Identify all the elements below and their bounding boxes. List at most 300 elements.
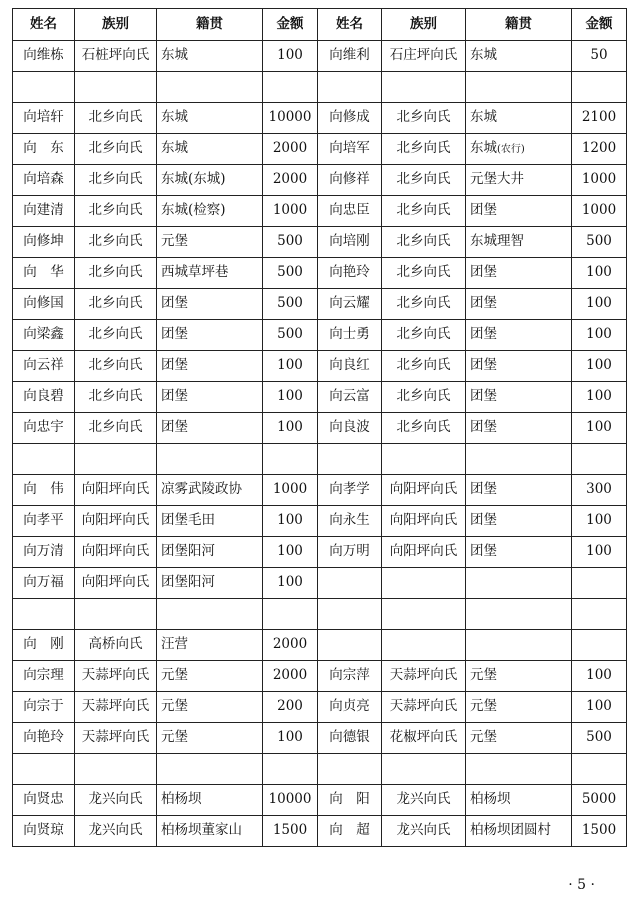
donor-name: [13, 351, 75, 382]
donor-amount: [572, 103, 627, 134]
donor-origin: [157, 723, 263, 754]
donor-name-text: 向万清: [23, 543, 64, 560]
donor-origin: [466, 506, 572, 537]
donor-clan-text: 向阳坪向氏: [389, 512, 458, 529]
donor-clan-text: 天蒜坪向氏: [81, 667, 150, 684]
donor-name-text: 向德银: [329, 729, 370, 746]
donor-amount: [263, 289, 318, 320]
donor-name-text: 向良红: [329, 357, 370, 374]
donor-name-text: 向宗于: [23, 698, 64, 715]
table-header: [13, 9, 627, 41]
donor-name: [318, 289, 382, 320]
donor-clan: [75, 196, 157, 227]
donor-amount-text: 500: [277, 264, 303, 281]
donor-name: [13, 723, 75, 754]
donor-name-text: 向 华: [23, 264, 64, 281]
donor-origin: [157, 506, 263, 537]
donor-amount-text: 100: [277, 388, 303, 405]
donor-clan-text: 花椒坪向氏: [389, 729, 458, 746]
donor-clan: [382, 785, 466, 816]
empty-cell: [75, 444, 157, 475]
donor-origin: [466, 630, 572, 661]
donor-origin-text: 西城草坪巷: [161, 264, 229, 281]
empty-cell: [13, 599, 75, 630]
donor-amount: [572, 351, 627, 382]
donor-clan-text: 北乡向氏: [396, 264, 451, 281]
donor-name: [13, 413, 75, 444]
donor-clan-text: 天蒜坪向氏: [389, 667, 458, 684]
donor-amount: [263, 475, 318, 506]
donor-origin: [157, 816, 263, 847]
empty-cell: [382, 754, 466, 785]
donor-clan-text: 北乡向氏: [396, 357, 451, 374]
donor-amount-text: 2000: [272, 667, 308, 684]
donor-name: [13, 692, 75, 723]
donor-origin-text: 团堡阳河: [161, 574, 215, 591]
donor-origin-text: 元堡: [161, 698, 188, 715]
donor-origin-text: 团堡: [470, 512, 497, 529]
donor-amount-text: 300: [586, 481, 612, 498]
empty-cell: [466, 444, 572, 475]
donor-clan: [75, 351, 157, 382]
donor-origin-text: 凉雾武陵政协: [161, 481, 242, 498]
donor-amount: [572, 506, 627, 537]
donor-amount-text: 100: [277, 512, 303, 529]
donor-origin-text: 团堡阳河: [161, 543, 215, 560]
donor-origin: [157, 41, 263, 72]
empty-cell: [263, 72, 318, 103]
donor-name: [13, 165, 75, 196]
donor-clan-text: 石桩坪向氏: [81, 47, 150, 64]
donor-clan-text: 向阳坪向氏: [81, 574, 150, 591]
donor-origin: [466, 816, 572, 847]
header-origin: 籍贯: [466, 9, 572, 41]
donor-origin: [157, 413, 263, 444]
donor-amount-text: 1200: [581, 140, 617, 157]
donor-clan: [75, 692, 157, 723]
donor-name: [318, 568, 382, 599]
donor-name-text: 向 东: [23, 140, 64, 157]
empty-cell: [263, 599, 318, 630]
empty-cell: [263, 444, 318, 475]
table-row: [13, 258, 627, 289]
table-row: [13, 785, 627, 816]
table-row: [13, 413, 627, 444]
donor-origin-text: 团堡: [470, 295, 497, 312]
donor-clan-text: 北乡向氏: [396, 109, 451, 126]
donor-name: [318, 351, 382, 382]
donor-name-text: 向贞亮: [329, 698, 370, 715]
donor-name-text: 向培轩: [23, 109, 64, 126]
donor-clan: [382, 413, 466, 444]
donor-name: [318, 692, 382, 723]
donor-clan-text: 北乡向氏: [396, 171, 451, 188]
donor-amount-text: 100: [586, 512, 612, 529]
donor-name-text: 向修祥: [329, 171, 370, 188]
donor-clan-text: 北乡向氏: [396, 295, 451, 312]
donor-clan: [382, 475, 466, 506]
donor-amount: [572, 630, 627, 661]
donor-origin-text: 团堡: [470, 202, 497, 219]
donor-origin: [157, 351, 263, 382]
donor-amount: [263, 258, 318, 289]
donor-clan: [75, 134, 157, 165]
donor-clan: [75, 103, 157, 134]
donor-origin: [466, 537, 572, 568]
donor-clan-text: 向阳坪向氏: [389, 481, 458, 498]
table-row: [13, 630, 627, 661]
empty-cell: [572, 72, 627, 103]
empty-cell: [318, 72, 382, 103]
donor-clan-text: 向阳坪向氏: [81, 481, 150, 498]
table-row: [13, 289, 627, 320]
empty-cell: [382, 599, 466, 630]
donor-name-text: 向宗萍: [329, 667, 370, 684]
donor-origin: [466, 413, 572, 444]
donor-name-text: 向孝平: [23, 512, 64, 529]
donor-amount: [263, 506, 318, 537]
donor-amount: [263, 568, 318, 599]
donor-origin: [466, 382, 572, 413]
donor-name-text: 向维栋: [23, 47, 64, 64]
donor-name: [13, 258, 75, 289]
donor-name: [318, 134, 382, 165]
table-row: [13, 41, 627, 72]
donor-clan-text: 天蒜坪向氏: [81, 729, 150, 746]
donor-clan: [75, 289, 157, 320]
donor-amount: [263, 320, 318, 351]
table-row: [13, 103, 627, 134]
donor-name-text: 向贤琼: [23, 822, 64, 839]
empty-cell: [263, 754, 318, 785]
donor-origin-text: 东城(检察): [161, 202, 226, 219]
donor-name: [318, 630, 382, 661]
donor-origin-text: 团堡: [470, 357, 497, 374]
donor-amount: [263, 165, 318, 196]
donor-amount-text: 1500: [272, 822, 308, 839]
empty-cell: [157, 72, 263, 103]
table-row: [13, 165, 627, 196]
donor-clan: [382, 661, 466, 692]
donor-name-text: 向艳玲: [329, 264, 370, 281]
donor-clan: [75, 661, 157, 692]
donor-origin: [466, 320, 572, 351]
donor-clan-text: 北乡向氏: [396, 419, 451, 436]
donor-name: [318, 196, 382, 227]
donor-clan: [382, 103, 466, 134]
donor-origin: [157, 134, 263, 165]
donor-clan-text: 天蒜坪向氏: [81, 698, 150, 715]
donor-clan: [75, 630, 157, 661]
donor-origin: [466, 227, 572, 258]
header-name: 姓名: [13, 9, 75, 41]
donor-clan: [382, 506, 466, 537]
donor-amount: [572, 382, 627, 413]
donor-amount: [263, 351, 318, 382]
empty-cell: [318, 444, 382, 475]
donor-origin: [466, 475, 572, 506]
donor-origin: [466, 103, 572, 134]
donor-name: [318, 382, 382, 413]
donor-origin-text: 元堡: [470, 667, 497, 684]
donor-amount: [572, 816, 627, 847]
table-row: [13, 320, 627, 351]
donor-amount: [572, 537, 627, 568]
donor-name-text: 向梁鑫: [23, 326, 64, 343]
donor-amount-text: 5000: [581, 791, 617, 808]
donor-amount: [263, 630, 318, 661]
donor-name: [13, 134, 75, 165]
donor-amount-text: 100: [586, 295, 612, 312]
donor-name: [13, 506, 75, 537]
donor-name: [318, 227, 382, 258]
donor-name: [13, 382, 75, 413]
donor-clan: [382, 630, 466, 661]
table-row: [13, 661, 627, 692]
donor-name-text: 向 刚: [23, 636, 64, 653]
donor-amount-text: 50: [590, 47, 608, 64]
header-clan: 族别: [75, 9, 157, 41]
donor-amount: [263, 413, 318, 444]
donor-clan-text: 北乡向氏: [88, 264, 143, 281]
donor-name-text: 向万明: [329, 543, 370, 560]
donor-name: [13, 785, 75, 816]
donor-origin: [157, 568, 263, 599]
donor-name-text: 向云耀: [329, 295, 370, 312]
donor-name: [318, 320, 382, 351]
donor-amount-text: 2000: [272, 140, 308, 157]
donor-name-text: 向忠臣: [329, 202, 370, 219]
donor-amount: [572, 165, 627, 196]
donor-name: [13, 568, 75, 599]
donor-amount-text: 500: [277, 295, 303, 312]
donor-name: [13, 227, 75, 258]
donor-amount-text: 500: [277, 326, 303, 343]
empty-cell: [318, 754, 382, 785]
donor-clan: [382, 227, 466, 258]
donor-clan-text: 龙兴向氏: [88, 822, 143, 839]
donor-amount: [572, 134, 627, 165]
donor-name-text: 向宗理: [23, 667, 64, 684]
donor-amount-text: 100: [586, 667, 612, 684]
table-row: [13, 134, 627, 165]
empty-cell: [572, 754, 627, 785]
donor-clan-text: 龙兴向氏: [88, 791, 143, 808]
donor-amount-text: 1000: [272, 481, 308, 498]
donor-clan: [382, 568, 466, 599]
donor-origin-text: 团堡: [470, 543, 497, 560]
empty-cell: [318, 599, 382, 630]
donor-origin: [157, 630, 263, 661]
empty-cell: [13, 444, 75, 475]
donor-origin-text: 柏杨坝: [161, 791, 202, 808]
donor-amount-text: 1500: [581, 822, 617, 839]
donor-name: [13, 320, 75, 351]
donor-name-text: 向修成: [329, 109, 370, 126]
empty-cell: [382, 72, 466, 103]
donor-name: [13, 196, 75, 227]
donor-origin-text: 柏杨坝: [470, 791, 511, 808]
donor-name-text: 向贤忠: [23, 791, 64, 808]
donor-clan-text: 北乡向氏: [396, 326, 451, 343]
donor-origin: [157, 382, 263, 413]
donor-amount: [263, 816, 318, 847]
donor-origin: [466, 134, 572, 165]
table-row: [13, 816, 627, 847]
donor-name: [13, 475, 75, 506]
donor-name-text: 向培森: [23, 171, 64, 188]
donor-name: [13, 661, 75, 692]
donor-origin: [466, 661, 572, 692]
donor-name: [13, 41, 75, 72]
donor-origin-text: 团堡: [470, 264, 497, 281]
donor-origin: [466, 785, 572, 816]
empty-cell: [75, 754, 157, 785]
donor-amount: [263, 661, 318, 692]
header-amount: 金额: [572, 9, 627, 41]
donor-amount: [572, 785, 627, 816]
table-row: [13, 475, 627, 506]
donor-origin: [157, 537, 263, 568]
donor-amount-text: 100: [586, 357, 612, 374]
donor-amount: [572, 723, 627, 754]
donor-origin-text: 团堡: [161, 326, 188, 343]
donor-name-text: 向修坤: [23, 233, 64, 250]
donor-name-text: 向云祥: [23, 357, 64, 374]
table-row: [13, 382, 627, 413]
donor-name-text: 向修国: [23, 295, 64, 312]
donor-clan: [382, 382, 466, 413]
donor-amount: [572, 196, 627, 227]
donor-name: [13, 537, 75, 568]
empty-cell: [572, 599, 627, 630]
empty-cell: [466, 754, 572, 785]
donor-amount-text: 500: [277, 233, 303, 250]
empty-cell: [157, 754, 263, 785]
donor-origin: [157, 196, 263, 227]
donor-amount: [572, 41, 627, 72]
donor-name-text: 向永生: [329, 512, 370, 529]
donor-clan-text: 龙兴向氏: [396, 791, 451, 808]
donor-amount-text: 100: [586, 698, 612, 715]
donor-clan: [75, 475, 157, 506]
donor-amount-text: 100: [277, 543, 303, 560]
donor-name: [318, 506, 382, 537]
donor-name-text: 向良波: [329, 419, 370, 436]
donor-origin-text: 东城: [161, 109, 188, 126]
donor-clan: [75, 506, 157, 537]
donor-name: [318, 475, 382, 506]
donor-origin-text: 团堡: [161, 357, 188, 374]
donor-name-text: 向培刚: [329, 233, 370, 250]
donor-origin-text: 元堡: [161, 667, 188, 684]
donor-origin-text: 团堡: [470, 326, 497, 343]
donor-name-text: 向培军: [329, 140, 370, 157]
donor-clan-text: 天蒜坪向氏: [389, 698, 458, 715]
donor-origin: [466, 289, 572, 320]
donor-origin-text: 元堡: [470, 698, 497, 715]
table-row: [13, 351, 627, 382]
donor-amount-text: 100: [277, 729, 303, 746]
donor-amount: [263, 227, 318, 258]
donor-origin-text: 柏杨坝团圆村: [470, 822, 551, 839]
donor-amount-text: 100: [277, 357, 303, 374]
donor-origin: [157, 165, 263, 196]
table-row: [13, 227, 627, 258]
donor-origin-text: 团堡: [470, 419, 497, 436]
donor-clan: [382, 692, 466, 723]
donor-clan: [382, 816, 466, 847]
donor-clan-text: 北乡向氏: [88, 202, 143, 219]
donor-origin: [157, 289, 263, 320]
table-row: [13, 568, 627, 599]
donor-amount: [572, 227, 627, 258]
donor-clan: [75, 382, 157, 413]
blank-separator-row: [13, 599, 627, 630]
donor-amount-text: 100: [586, 419, 612, 436]
donor-origin-text: 元堡: [161, 233, 188, 250]
donor-amount-text: 200: [277, 698, 303, 715]
donor-amount-text: 100: [586, 543, 612, 560]
donor-clan-text: 北乡向氏: [88, 140, 143, 157]
donor-amount: [263, 41, 318, 72]
donor-name: [318, 41, 382, 72]
donor-name: [318, 723, 382, 754]
donor-origin: [466, 723, 572, 754]
donor-origin: [466, 41, 572, 72]
donor-amount-text: 100: [277, 47, 303, 64]
donor-amount-text: 100: [586, 264, 612, 281]
donor-origin-text: 东城: [470, 47, 497, 64]
donor-clan: [382, 351, 466, 382]
donor-clan: [75, 537, 157, 568]
donor-origin-text: 东城理智: [470, 233, 524, 250]
blank-separator-row: [13, 754, 627, 785]
donor-origin-text: 团堡: [161, 419, 188, 436]
donor-amount: [572, 289, 627, 320]
origin-note: (农行): [497, 144, 525, 156]
donor-clan: [75, 320, 157, 351]
table-row: [13, 506, 627, 537]
header-origin: 籍贯: [157, 9, 263, 41]
donor-clan: [75, 568, 157, 599]
donor-clan-text: 向阳坪向氏: [81, 512, 150, 529]
donor-name: [13, 630, 75, 661]
donor-name-text: 向士勇: [329, 326, 370, 343]
donor-origin: [466, 196, 572, 227]
donor-origin-text: 东城: [470, 109, 497, 126]
donor-origin-text: 汪营: [161, 636, 188, 653]
donor-origin: [466, 165, 572, 196]
donor-origin: [466, 258, 572, 289]
donor-origin-text: 东城: [161, 47, 188, 64]
empty-cell: [13, 754, 75, 785]
donor-name: [13, 289, 75, 320]
donor-origin: [466, 351, 572, 382]
donor-amount-text: 2000: [272, 636, 308, 653]
empty-cell: [75, 72, 157, 103]
donor-origin-text: 元堡: [470, 729, 497, 746]
table-row: [13, 723, 627, 754]
table-row: [13, 196, 627, 227]
table-row: [13, 692, 627, 723]
donor-origin: [157, 475, 263, 506]
donor-name: [318, 258, 382, 289]
donor-clan: [382, 41, 466, 72]
donor-clan: [75, 258, 157, 289]
donor-amount-text: 100: [586, 388, 612, 405]
donor-amount: [572, 568, 627, 599]
